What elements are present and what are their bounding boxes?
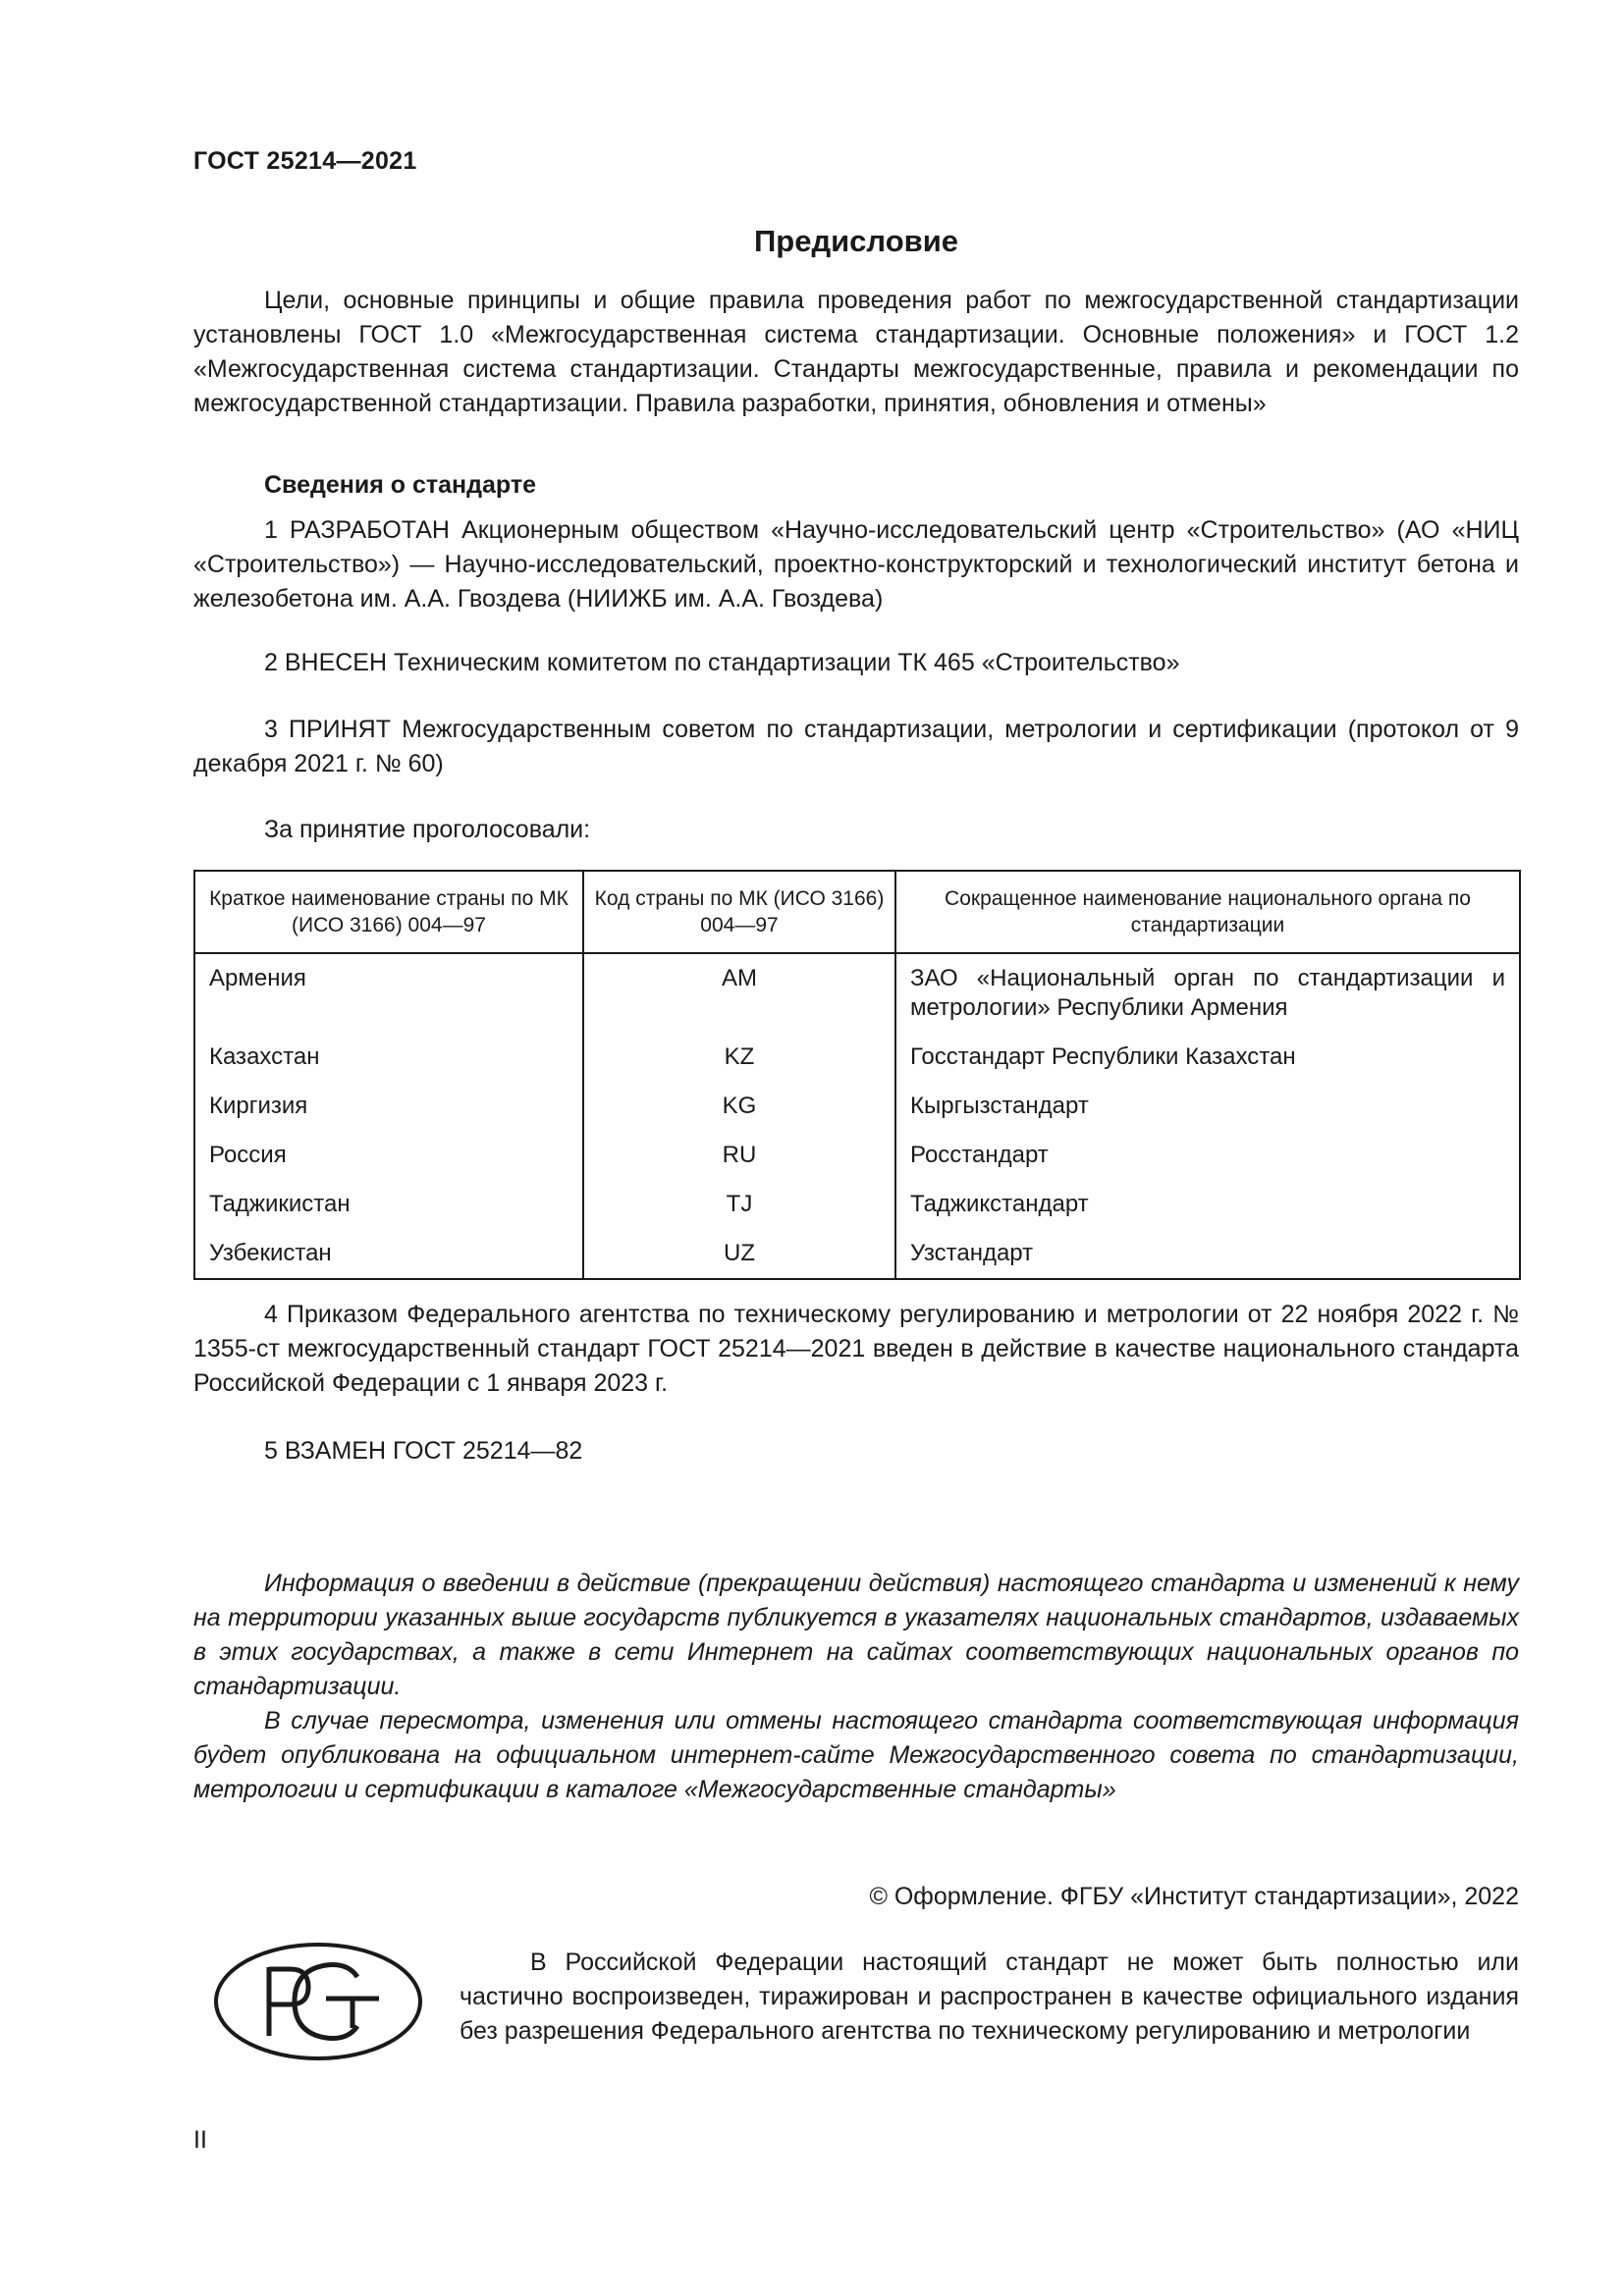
- national-body: ЗАО «Национальный орган по стандартизации и метрологии» Республики Армения: [895, 953, 1520, 1033]
- table-row: [194, 1180, 1520, 1229]
- page-number: II: [193, 2126, 207, 2154]
- country-code: AM: [583, 953, 895, 1033]
- country-name: Казахстан: [194, 1033, 583, 1082]
- table-header-row: [194, 871, 1520, 953]
- info-heading: Сведения о стандарте: [264, 471, 537, 499]
- country-code: UZ: [583, 1229, 895, 1279]
- table-row: [194, 1131, 1520, 1180]
- countries-table: [193, 870, 1521, 1280]
- header-country-code: Код страны по МК (ИСО 3166) 004—97: [583, 871, 895, 953]
- national-body: Росстандарт: [895, 1131, 1520, 1180]
- header-national-body: Сокращенное наименование национального органа по стандартизации: [895, 871, 1520, 953]
- item-5-replaces: 5 ВЗАМЕН ГОСТ 25214—82: [264, 1437, 583, 1465]
- table-row: [194, 1082, 1520, 1131]
- national-body: Кыргызстандарт: [895, 1082, 1520, 1131]
- document-code-header: ГОСТ 25214—2021: [193, 147, 417, 175]
- header-country-name: Краткое наименование страны по МК (ИСО 3166) 004—97: [194, 871, 583, 953]
- info-note-1: Информация о введении в действие (прекращении действия) настоящего стандарта и изменений к нему на территории указанных выше государств публикуется в указателях национальных стандартов, издаваемых в этих государствах, а также в сети Интернет на сайтах соответствующих национальных органов по стандартизации.: [193, 1570, 1519, 1700]
- country-name: Киргизия: [194, 1082, 583, 1131]
- page-title: Предисловие: [753, 224, 958, 258]
- info-note-2: В случае пересмотра, изменения или отмены настоящего стандарта соответствующая информация будет опубликована на официальном интернет-сайте Межгосударственного совета по стандартизации, метрологии и сертификации в каталоге «Межгосударственные стандарты»: [193, 1707, 1519, 1803]
- national-body: Госстандарт Республики Казахстан: [895, 1033, 1520, 1082]
- item-4-order: 4 Приказом Федерального агентства по техническому регулированию и метрологии от 22 ноября 2022 г. № 1355-ст межгосударственный стандарт ГОСТ 25214—2021 введен в действие в качестве национального стандарта Российской Федерации с 1 января 2023 г.: [193, 1301, 1519, 1397]
- copyright-line: © Оформление. ФГБУ «Институт стандартизации», 2022: [869, 1883, 1519, 1910]
- country-name: Россия: [194, 1131, 583, 1180]
- item-1-developed: 1 РАЗРАБОТАН Акционерным обществом «Научно-исследовательский центр «Строительство» (АО «НИЦ «Строительство») — Научно-исследовательский, проектно-конструкторский и технологический институт бетона и железобетона им. А.А. Гвоздева (НИИЖБ им. А.А. Гвоздева): [193, 516, 1519, 613]
- country-code: RU: [583, 1131, 895, 1180]
- country-code: KG: [583, 1082, 895, 1131]
- table-row: [194, 953, 1520, 1033]
- item-2-introduced: 2 ВНЕСЕН Техническим комитетом по стандартизации ТК 465 «Строительство»: [264, 649, 1180, 676]
- voted-label: За принятие проголосовали:: [264, 816, 591, 843]
- item-3-adopted: 3 ПРИНЯТ Межгосударственным советом по стандартизации, метрологии и сертификации (протокол от 9 декабря 2021 г. № 60): [193, 716, 1519, 777]
- country-code: KZ: [583, 1033, 895, 1082]
- country-code: TJ: [583, 1180, 895, 1229]
- table-row: [194, 1229, 1520, 1279]
- table-row: [194, 1033, 1520, 1082]
- rst-certification-mark-icon: [210, 1938, 426, 2065]
- rights-notice: В Российской Федерации настоящий стандарт не может быть полностью или частично воспроизведен, тиражирован и распространен в качестве официального издания без разрешения Федерального агентства по техническому регулированию и метрологии: [460, 1949, 1519, 2045]
- country-name: Узбекистан: [194, 1229, 583, 1279]
- country-name: Таджикистан: [194, 1180, 583, 1229]
- national-body: Узстандарт: [895, 1229, 1520, 1279]
- intro-paragraph: Цели, основные принципы и общие правила проведения работ по межгосударственной стандартизации установлены ГОСТ 1.0 «Межгосударственная система стандартизации. Основные положения» и ГОСТ 1.2 «Межгосударственная система стандартизации. Стандарты межгосударственные, правила и рекомендации по межгосударственной стандартизации. Правила разработки, принятия, обновления и отмены»: [193, 287, 1519, 417]
- national-body: Таджикстандарт: [895, 1180, 1520, 1229]
- country-name: Армения: [194, 953, 583, 1033]
